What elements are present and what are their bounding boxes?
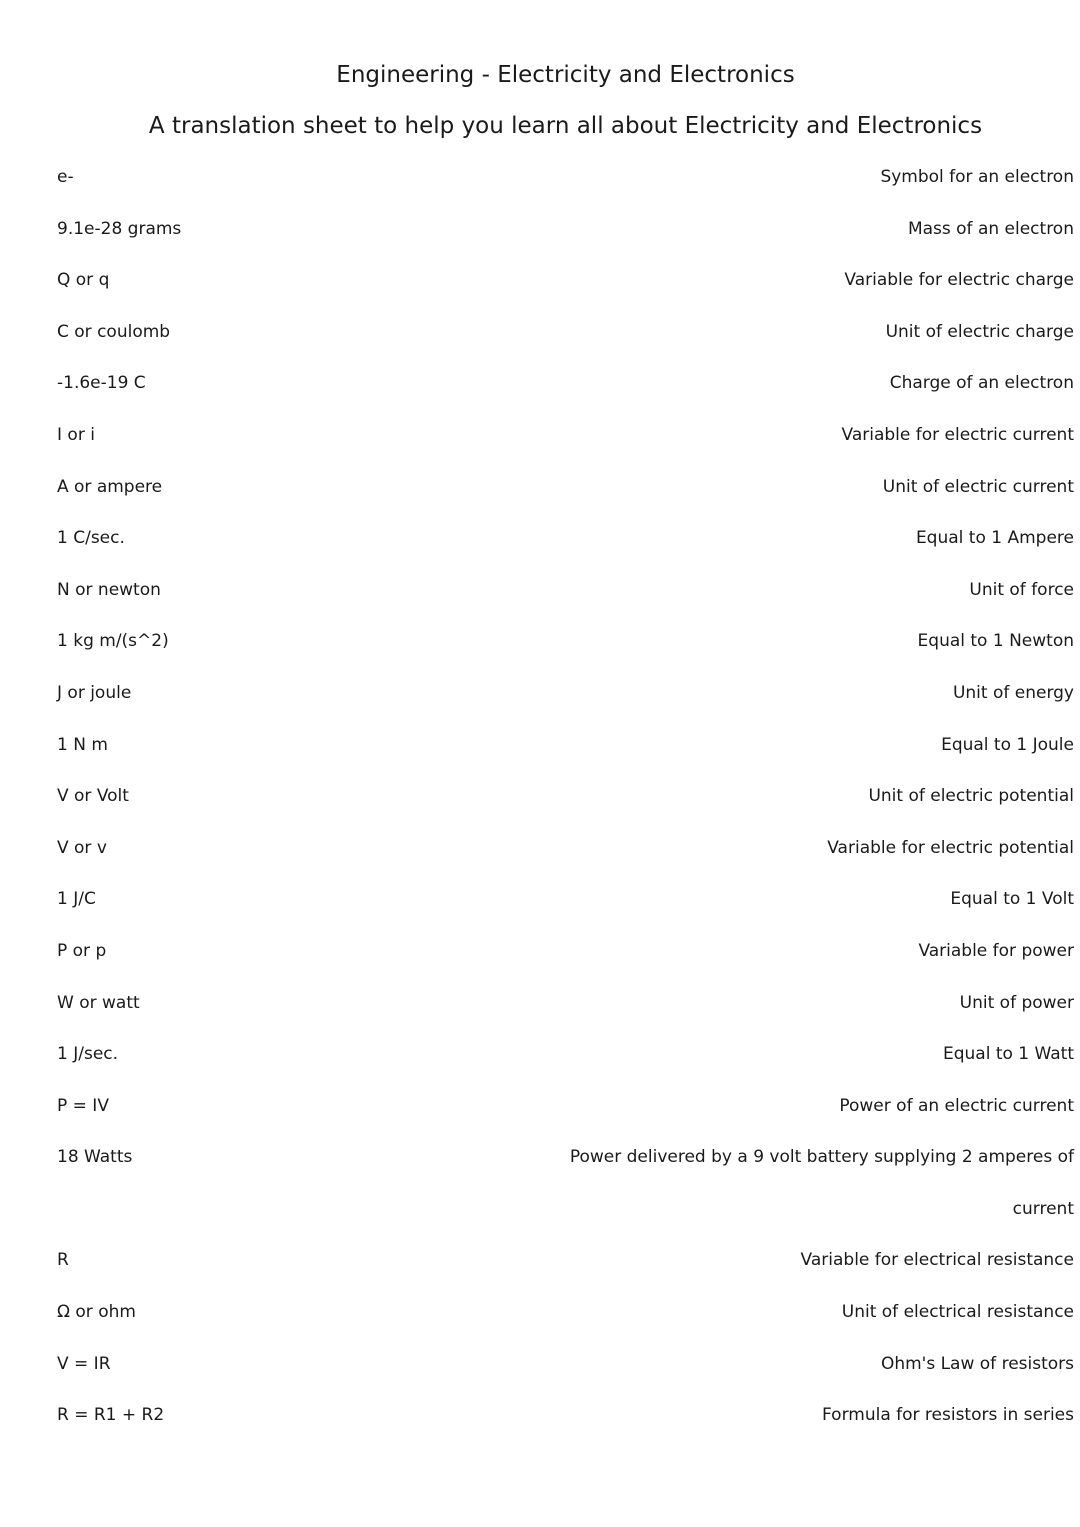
- term-text: A or ampere: [57, 476, 163, 497]
- translation-row: [57, 565, 1074, 617]
- definition-text: Equal to 1 Joule: [941, 734, 1074, 755]
- translation-row: [57, 823, 1074, 875]
- definition-text: Unit of energy: [952, 682, 1074, 703]
- translation-row: [57, 926, 1074, 978]
- term-text: P or p: [57, 940, 107, 961]
- term-text: Ω or ohm: [57, 1302, 136, 1323]
- term-text: -1.6e-19 C: [57, 373, 146, 394]
- term-text: J or joule: [57, 682, 132, 703]
- definition-text: Power of an electric current: [839, 1095, 1074, 1116]
- term-text: P = IV: [57, 1095, 109, 1116]
- definition-text: Variable for electric charge: [844, 270, 1074, 291]
- definition-text: Equal to 1 Ampere: [915, 528, 1074, 549]
- definition-text: Ohm's Law of resistors: [880, 1353, 1074, 1374]
- page-title: Engineering - Electricity and Electronics: [336, 62, 795, 88]
- term-text: 1 kg m/(s^2): [57, 631, 169, 652]
- translation-row: [57, 1287, 1074, 1339]
- term-text: V = IR: [57, 1353, 111, 1374]
- term-text: C or coulomb: [57, 321, 171, 342]
- definition-text: Charge of an electron: [889, 373, 1074, 394]
- translation-list: [57, 152, 1074, 1442]
- term-text: I or i: [57, 424, 95, 445]
- translation-row: [57, 1339, 1074, 1391]
- translation-row: [57, 462, 1074, 514]
- translation-row: [57, 668, 1074, 720]
- term-text: W or watt: [57, 992, 140, 1013]
- translation-row: [57, 1390, 1074, 1442]
- translation-row: [57, 358, 1074, 410]
- term-text: R = R1 + R2: [57, 1405, 165, 1426]
- term-text: 1 J/sec.: [57, 1044, 119, 1065]
- translation-row: [57, 1029, 1074, 1081]
- definition-text: Formula for resistors in series: [822, 1405, 1074, 1426]
- definition-text: Power delivered by a 9 volt battery supplying 2 amperes of current: [569, 1147, 1074, 1219]
- term-text: e-: [57, 167, 74, 187]
- definition-text: Symbol for an electron: [880, 167, 1074, 187]
- definition-text: Unit of power: [959, 992, 1074, 1013]
- definition-text: Unit of electric current: [882, 476, 1074, 497]
- definition-text: Unit of electrical resistance: [841, 1302, 1074, 1323]
- definition-text: Equal to 1 Volt: [950, 889, 1074, 910]
- translation-row: [57, 410, 1074, 462]
- term-text: V or v: [57, 837, 107, 858]
- definition-text: Unit of force: [969, 579, 1074, 600]
- translation-row: [57, 307, 1074, 359]
- translation-row: [57, 771, 1074, 823]
- term-text: Q or q: [57, 270, 110, 291]
- term-text: 1 N m: [57, 734, 108, 755]
- term-text: 1 C/sec.: [57, 528, 125, 549]
- page-subtitle: A translation sheet to help you learn all about Electricity and Electronics: [148, 113, 983, 139]
- document-content: [57, 0, 1074, 1442]
- term-text: R: [57, 1250, 69, 1271]
- translation-row: [57, 255, 1074, 307]
- definition-text: Variable for electric current: [841, 424, 1074, 445]
- definition-text: Variable for power: [918, 940, 1074, 961]
- translation-row: [57, 1132, 1074, 1235]
- definition-text: Variable for electric potential: [827, 837, 1074, 858]
- term-text: 18 Watts: [57, 1147, 133, 1168]
- translation-row: [57, 1081, 1074, 1133]
- definition-text: Unit of electric potential: [868, 786, 1074, 807]
- term-text: 1 J/C: [57, 889, 96, 910]
- translation-row: [57, 152, 1074, 204]
- definition-text: Unit of electric charge: [885, 321, 1074, 342]
- definition-text: Equal to 1 Newton: [917, 631, 1074, 652]
- translation-row: [57, 1235, 1074, 1287]
- translation-row: [57, 204, 1074, 256]
- definition-text: Equal to 1 Watt: [942, 1044, 1074, 1065]
- term-text: V or Volt: [57, 786, 129, 807]
- translation-row: [57, 513, 1074, 565]
- translation-row: [57, 720, 1074, 772]
- definition-text: Variable for electrical resistance: [800, 1250, 1074, 1271]
- definition-text: Mass of an electron: [907, 218, 1074, 239]
- translation-row: [57, 978, 1074, 1030]
- translation-row: [57, 874, 1074, 926]
- term-text: N or newton: [57, 579, 161, 600]
- term-text: 9.1e-28 grams: [57, 218, 182, 239]
- translation-row: [57, 616, 1074, 668]
